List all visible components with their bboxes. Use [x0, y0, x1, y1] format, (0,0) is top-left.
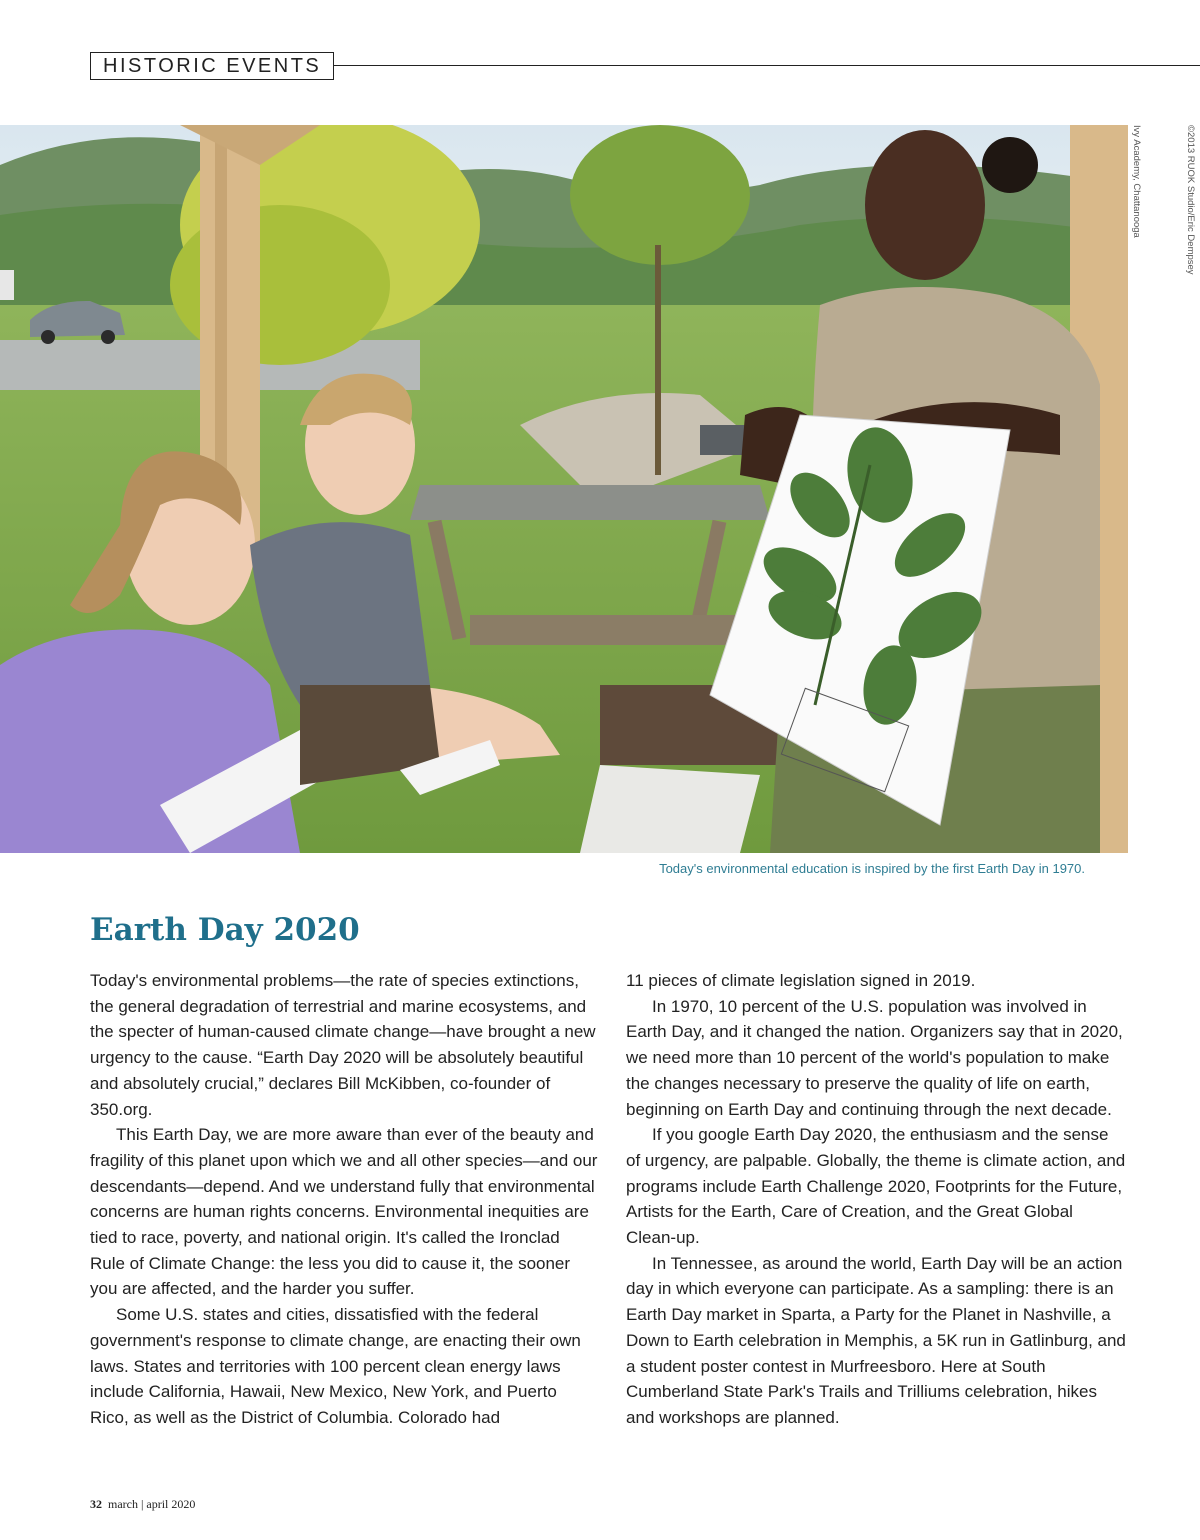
paragraph: Some U.S. states and cities, dissatisfied with the federal government's response to climate change, are enacting their own laws. States and territories with 100 percent clean energy laws include California, Hawaii, New Mexico, New York, and Puerto Rico, as well as the District of Columbia. Colorado had: [90, 1305, 581, 1427]
paragraph: In 1970, 10 percent of the U.S. population was involved in Earth Day, and it changed the nation. Organizers say that in 2020, we need more than 10 percent of the world's population to make the changes necessary to preserve the quality of life on earth, beginning on Earth Day and continuing through the next decade.: [626, 996, 1123, 1119]
paragraph: 11 pieces of climate legislation signed in 2019.: [626, 971, 976, 990]
article-photo: [0, 125, 1128, 853]
page-number: 32: [90, 1497, 102, 1511]
photo-caption: Today's environmental education is inspired by the first Earth Day in 1970.: [659, 861, 1085, 876]
article-column-right: [626, 968, 1126, 1431]
paragraph: In Tennessee, as around the world, Earth Day will be an action day in which everyone can participate. As a sampling: there is an Earth Day market in Sparta, a Party for the Planet in Nashville, a Down to Earth celebration in Memphis, a 5K run in Gatlinburg, and a student poster contest in Murfreesboro. Here at South Cumberland State Park's Trails and Trilliums celebration, hikes and workshops are planned.: [626, 1253, 1126, 1427]
paragraph: If you google Earth Day 2020, the enthusiasm and the sense of urgency, are palpable. Globally, the theme is climate action, and programs include Earth Challenge 2020, Footprints for the Future, Artists for the Earth, Care of Creation, and the Great Global Clean-up.: [626, 1125, 1126, 1248]
section-header: [90, 52, 1200, 80]
section-label: HISTORIC EVENTS: [90, 52, 334, 80]
page-footer: [90, 1497, 195, 1512]
article-title: Earth Day 2020: [90, 912, 360, 948]
article-column-left: [90, 968, 598, 1431]
photo-credit-copyright: ©2013 RUOK Studio/Eric Dempsey: [1185, 125, 1196, 275]
paragraph: This Earth Day, we are more aware than ever of the beauty and fragility of this planet upon which we and all other species—and our descendants—depend. And we understand fully that environmental concerns are human rights concerns. Environmental inequities are tied to race, poverty, and national origin. It's called the Ironclad Rule of Climate Change: the less you did to cause it, the sooner you are affected, and the harder you suffer.: [90, 1125, 598, 1299]
photo-credit-location: Ivy Academy, Chattanooga: [1131, 125, 1142, 238]
paragraph: Today's environmental problems—the rate of species extinctions, the general degradation of terrestrial and marine ecosystems, and the specter of human-caused climate change—have brought a new urgency to the cause. “Earth Day 2020 will be absolutely beautiful and absolutely crucial,” declares Bill McKibben, co-founder of 350.org.: [90, 971, 596, 1119]
section-rule: [330, 65, 1200, 66]
issue-date: march | april 2020: [108, 1497, 196, 1511]
